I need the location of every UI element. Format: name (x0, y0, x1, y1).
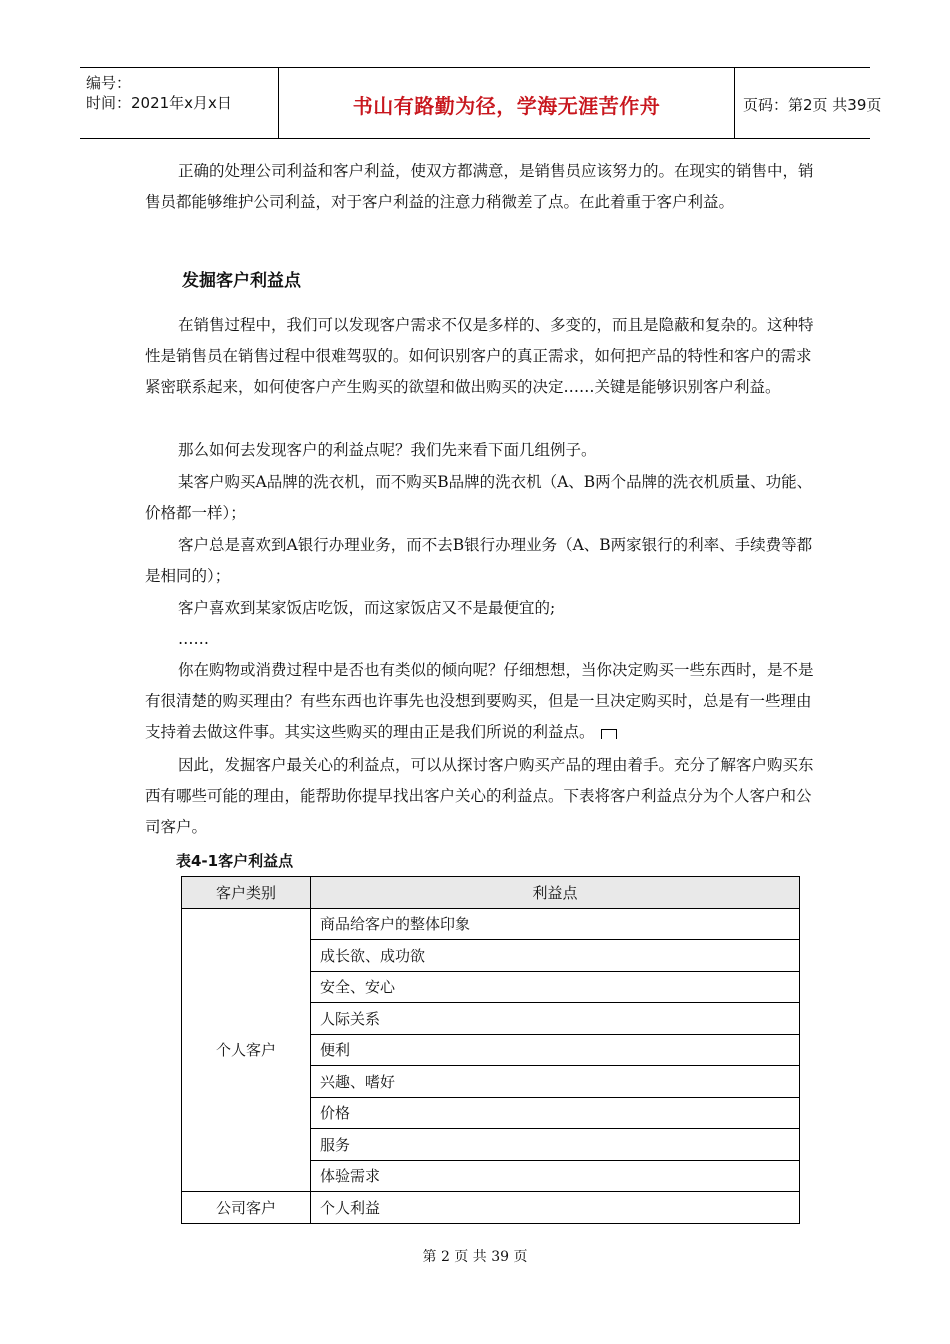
benefit-cell: 安全、安心 (311, 971, 800, 1003)
header-page-info: 页码：第2页 共39页 (743, 96, 882, 114)
header-category: 客户类别 (182, 877, 311, 909)
example-1: 某客户购买A品牌的洗衣机，而不购买B品牌的洗衣机（A、B两个品牌的洗衣机质量、功能、价格都一样）； (145, 473, 813, 522)
header-motto: 书山有路勤为径，学海无涯苦作舟 (352, 94, 661, 118)
benefit-cell: 商品给客户的整体印象 (311, 908, 800, 940)
paragraph-2: 那么如何去发现客户的利益点呢？我们先来看下面几组例子。 (178, 441, 597, 459)
example-2: 客户总是喜欢到A银行办理业务，而不去B银行办理业务（A、B两家银行的利率、手续费等都是相同的）； (145, 536, 813, 585)
ellipsis-line: …… (178, 630, 209, 648)
intro-paragraph: 正确的处理公司利益和客户利益，使双方都满意，是销售员应该努力的。在现实的销售中，销售员都能够维护公司利益，对于客户利益的注意力稍微差了点。在此着重于客户利益。 (145, 162, 814, 211)
table-row (182, 1192, 800, 1224)
return-mark-icon (601, 729, 617, 739)
table-header-row (182, 877, 800, 909)
benefit-cell: 个人利益 (311, 1192, 800, 1224)
paragraph-4: 因此，发掘客户最关心的利益点，可以从探讨客户购买产品的理由着手。充分了解客户购买东西有哪些可能的理由，能帮助你提早找出客户关心的利益点。下表将客户利益点分为个人客户和公司客户。 (145, 756, 814, 836)
header-left-cell (80, 68, 279, 138)
benefit-cell: 服务 (311, 1129, 800, 1161)
benefit-cell: 体验需求 (311, 1160, 800, 1192)
serial-label: 编号： (86, 74, 132, 92)
example-3: 客户喜欢到某家饭店吃饭，而这家饭店又不是最便宜的; (178, 599, 556, 617)
benefit-cell: 成长欲、成功欲 (311, 940, 800, 972)
benefit-cell: 价格 (311, 1097, 800, 1129)
header-center-cell (279, 68, 735, 138)
header-right-cell (735, 68, 882, 138)
paragraph-3 (145, 655, 825, 748)
page-footer: 第 2 页 共 39 页 (422, 1249, 528, 1265)
header-benefit: 利益点 (311, 877, 800, 909)
section-title: 发掘客户利益点 (182, 271, 301, 291)
paragraph-3-text: 你在购物或消费过程中是否也有类似的倾向呢？仔细想想，当你决定购买一些东西时，是不是有很清楚的购买理由？有些东西也许事先也没想到要购买，但是一旦决定购买时，总是有一些理由支持着去做这件事。其实这些购买的理由正是我们所说的利益点。 (145, 661, 814, 741)
category-company: 公司客户 (182, 1192, 311, 1224)
benefit-cell: 便利 (311, 1034, 800, 1066)
paragraph-1: 在销售过程中，我们可以发现客户需求不仅是多样的、多变的，而且是隐蔽和复杂的。这种特性是销售员在销售过程中很难驾驭的。如何识别客户的真正需求，如何把产品的特性和客户的需求紧密联系起来，如何使客户产生购买的欲望和做出购买的决定……关键是能够识别客户利益。 (145, 316, 814, 396)
page-header (80, 67, 882, 139)
table-row (182, 908, 800, 940)
benefit-cell: 兴趣、嗜好 (311, 1066, 800, 1098)
table-caption: 表4-1客户利益点 (176, 852, 294, 870)
benefit-table (181, 876, 800, 1224)
date-label: 时间：2021年x月x日 (86, 94, 232, 112)
benefit-cell: 人际关系 (311, 1003, 800, 1035)
category-personal: 个人客户 (182, 908, 311, 1192)
